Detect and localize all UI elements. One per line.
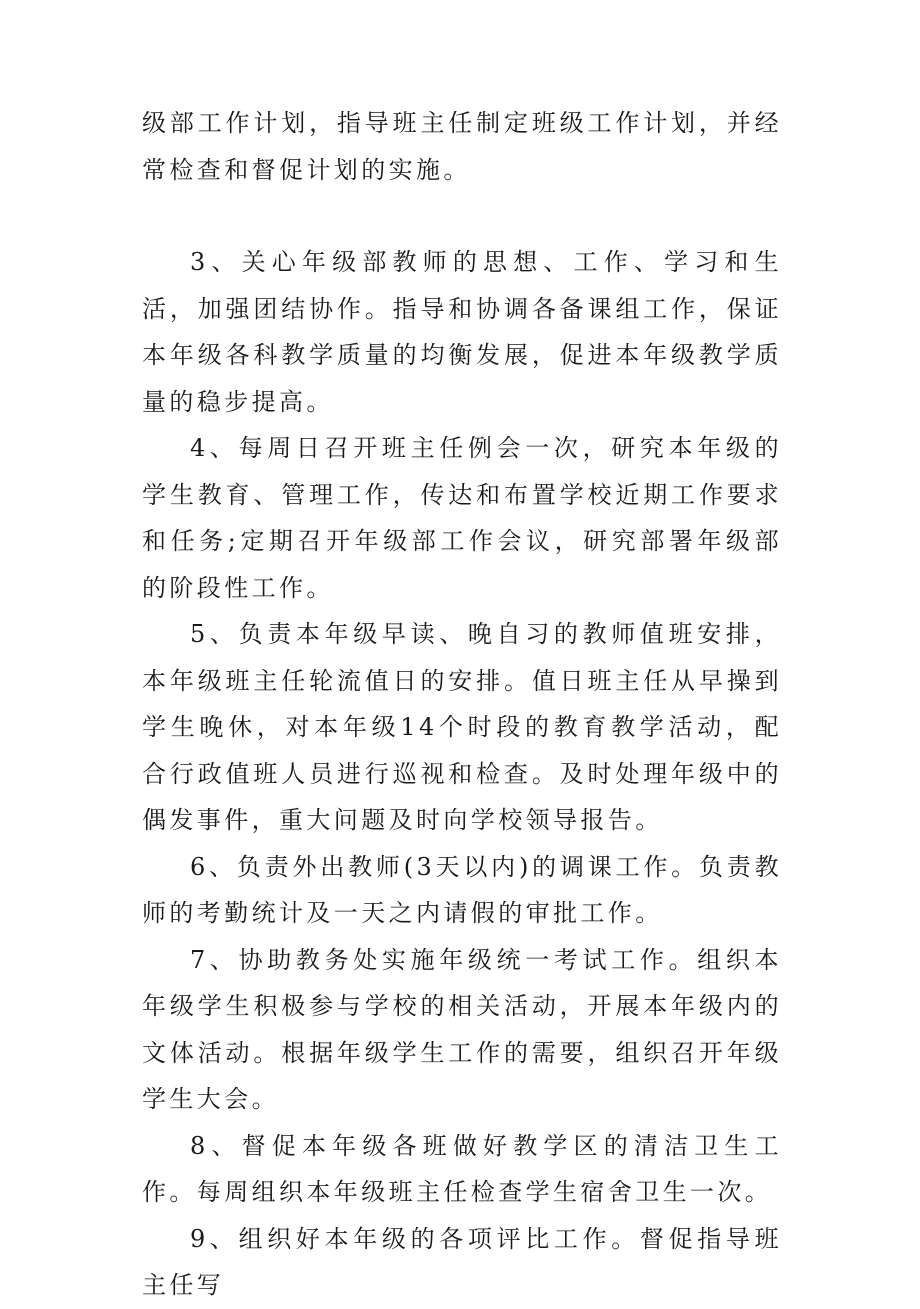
document-body <box>142 100 782 1309</box>
paragraph-item-4: 4、每周日召开班主任例会一次，研究本年级的学生教育、管理工作，传达和布置学校近期工作要求和任务;定期召开年级部工作会议，研究部署年级部的阶段性工作。 <box>142 434 782 602</box>
paragraph-item-8: 8、督促本年级各班做好教学区的清洁卫生工作。每周组织本年级班主任检查学生宿舍卫生一次。 <box>142 1131 782 1206</box>
paragraph-item-3: 3、关心年级部教师的思想、工作、学习和生活，加强团结协作。指导和协调各备课组工作，保证本年级各科教学质量的均衡发展，促进本年级教学质量的稳步提高。 <box>142 248 782 416</box>
paragraph-continuation: 级部工作计划，指导班主任制定班级工作计划，并经常检查和督促计划的实施。 <box>142 109 782 184</box>
paragraph-item-7: 7、协助教务处实施年级统一考试工作。组织本年级学生积极参与学校的相关活动，开展本年级内的文体活动。根据年级学生工作的需要，组织召开年级学生大会。 <box>142 945 782 1113</box>
paragraph-item-5: 5、负责本年级早读、晚自习的教师值班安排，本年级班主任轮流值日的安排。值日班主任从早操到学生晚休，对本年级14个时段的教育教学活动，配合行政值班人员进行巡视和检查。及时处理年级中的偶发事件，重大问题及时向学校领导报告。 <box>142 620 782 834</box>
paragraph-item-6: 6、负责外出教师(3天以内)的调课工作。负责教师的考勤统计及一天之内请假的审批工作。 <box>142 852 782 927</box>
paragraph-item-9: 9、组织好本年级的各项评比工作。督促指导班主任写 <box>142 1224 782 1299</box>
